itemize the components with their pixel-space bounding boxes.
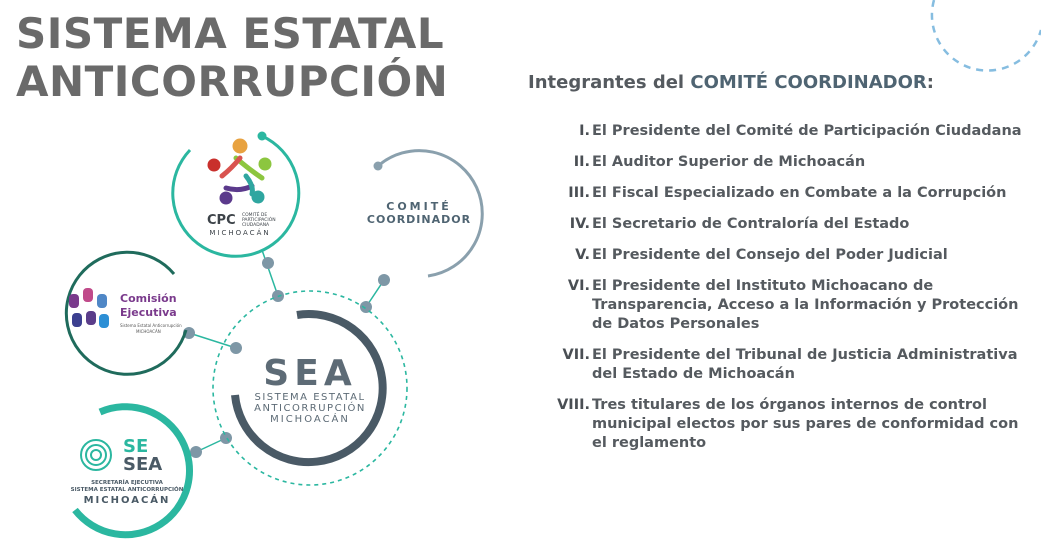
cpc-line-2: PARTICIPACIÓN (242, 218, 276, 223)
sesea-line-2: SEA (123, 454, 163, 475)
member-number: VII. (562, 347, 590, 363)
sesea-sub-2: SISTEMA ESTATAL ANTICORRUPCIÓN (70, 487, 184, 493)
comite-line-2: COORDINADOR (366, 213, 472, 226)
member-text: El Presidente del Tribunal de Justicia Administrativa del Estado de Michoacán (592, 347, 1018, 382)
cpc-line-1: COMITÉ DE (242, 213, 268, 218)
hands-icon (69, 288, 109, 328)
sea-line-1: SISTEMA ESTATAL (254, 392, 366, 403)
member-text: El Presidente del Instituto Michoacano de Transparencia, Acceso a la Información y Protección de Datos Personales (592, 278, 1019, 332)
members-list (540, 122, 1030, 465)
member-text: El Presidente del Comité de Participación Ciudadana (592, 123, 1022, 139)
list-item (540, 153, 1030, 172)
title-line-2: ANTICORRUPCIÓN (16, 57, 449, 106)
sea-acronym: SEA (263, 353, 357, 394)
comite-coordinador-node (367, 151, 482, 276)
title-line-1: SISTEMA ESTATAL (16, 9, 445, 58)
member-text: El Secretario de Contraloría del Estado (592, 216, 910, 232)
sesea-place: MICHOACÁN (83, 495, 171, 506)
heading-suffix: : (926, 72, 934, 93)
member-number: IV. (569, 216, 590, 232)
member-text: El Fiscal Especializado en Combate a la Corrupción (592, 185, 1007, 201)
comision-line-1: Comisión (120, 292, 177, 305)
cpc-line-3: CIUDADANA (242, 223, 270, 228)
comision-sub-2: MICHOACÁN (136, 329, 161, 334)
member-number: II. (573, 154, 590, 170)
comision-line-2: Ejecutiva (120, 306, 177, 319)
sea-line-2: ANTICORRUPCIÓN (254, 403, 366, 414)
member-number: VI. (567, 278, 590, 294)
list-item (540, 122, 1030, 141)
list-item (540, 277, 1030, 334)
sesea-logo-icon (81, 440, 111, 470)
member-text: El Presidente del Consejo del Poder Judicial (592, 247, 948, 263)
member-text: El Auditor Superior de Michoacán (592, 154, 866, 170)
sesea-sub-1: SECRETARÍA EJECUTIVA (91, 480, 163, 486)
list-item (540, 215, 1030, 234)
list-item (540, 346, 1030, 384)
cpc-node (173, 132, 299, 257)
sesea-node (71, 407, 190, 535)
member-number: I. (579, 123, 590, 139)
comision-ejecutiva-node (66, 252, 186, 374)
member-number: VIII. (557, 397, 590, 413)
comite-line-1: COMITÉ (386, 200, 452, 213)
cpc-logo-icon (208, 139, 272, 205)
member-number: V. (575, 247, 590, 263)
cpc-acronym: CPC (207, 213, 236, 228)
heading-prefix: Integrantes del (528, 72, 691, 93)
cpc-place: MICHOACÁN (209, 229, 271, 237)
sea-node (213, 291, 407, 485)
cpc-ring (173, 136, 299, 256)
member-text: Tres titulares de los órganos internos de control municipal electos por sus pares de conformidad con el reglamento (592, 397, 1019, 451)
cpc-ring-dot (258, 132, 267, 141)
member-number: III. (568, 185, 590, 201)
comision-sub-1: Sistema Estatal Anticorrupción (120, 323, 182, 328)
decorative-dashed-arc (932, 0, 1041, 71)
sea-line-3: MICHOACÁN (270, 414, 350, 425)
list-item (540, 246, 1030, 265)
list-item (540, 396, 1030, 453)
list-item (540, 184, 1030, 203)
sesea-line-1: SE (123, 436, 149, 457)
comite-ring-dot (374, 162, 383, 171)
heading-accent: COMITÉ COORDINADOR (690, 72, 927, 93)
committee-heading (528, 72, 934, 93)
